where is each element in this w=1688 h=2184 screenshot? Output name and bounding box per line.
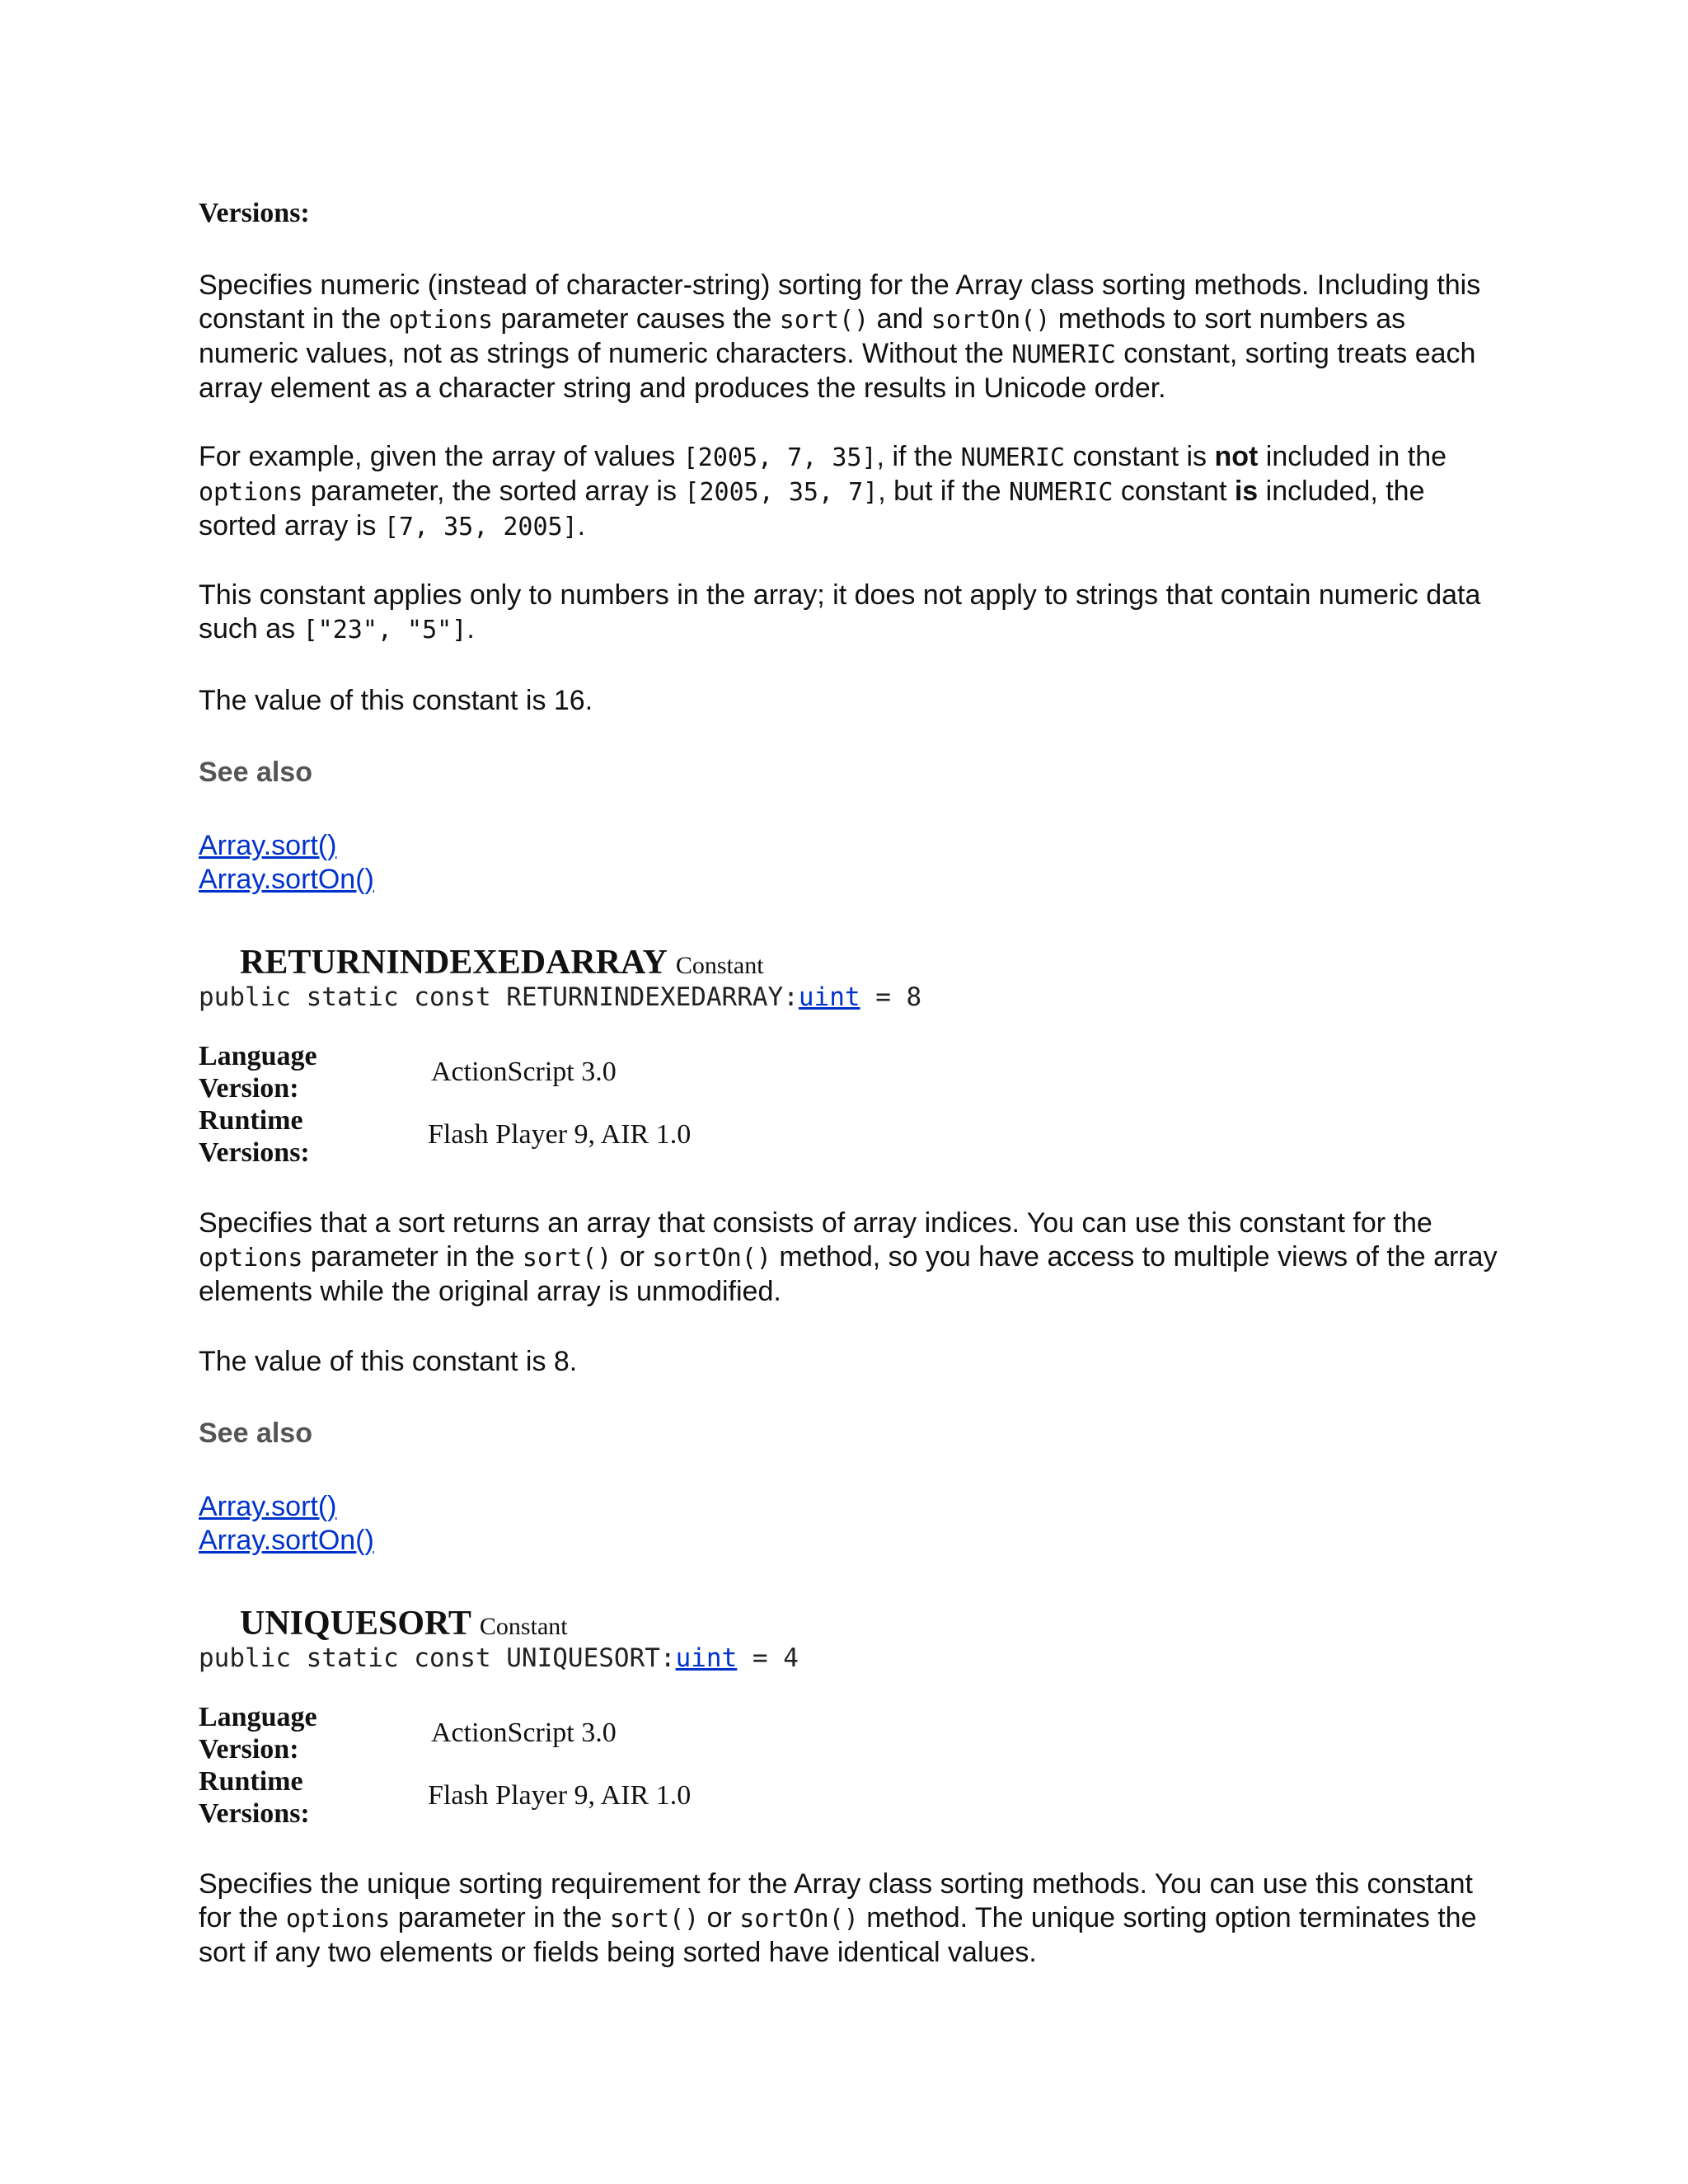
runtime-versions-label: Runtime Versions: [199, 1766, 310, 1829]
link-array-sort[interactable]: Array.sort() [199, 830, 337, 861]
numeric-note: This constant applies only to numbers in the array; it does not apply to strings that contain numeric data such as ["23", "5"]. [199, 579, 1481, 644]
constant-heading [240, 943, 1542, 982]
constant-signature: public static const RETURNINDEXEDARRAY:uint = 8 [199, 982, 922, 1012]
see-also-heading: See also [199, 757, 312, 788]
language-version-value: ActionScript 3.0 [431, 1057, 617, 1087]
constant-kind: Constant [479, 1613, 568, 1640]
numeric-example: For example, given the array of values [2005, 7, 35], if the NUMERIC constant is not included in the options parameter, the sorted array is [2005, 35, 7], but if the NUMERIC constant is included, the sorted array is [7, 35, 2005]. [199, 441, 1447, 541]
runtime-versions-value: Flash Player 9, AIR 1.0 [428, 1119, 692, 1150]
constant-kind: Constant [675, 952, 764, 979]
link-array-sorton[interactable]: Array.sortOn() [199, 1525, 374, 1556]
returnindexedarray-value: The value of this constant is 8. [199, 1346, 578, 1377]
language-version-label: Language Version: [199, 1702, 317, 1765]
link-array-sort[interactable]: Array.sort() [199, 1491, 337, 1522]
runtime-versions-value: Flash Player 9, AIR 1.0 [428, 1780, 692, 1811]
numeric-value: The value of this constant is 16. [199, 685, 593, 716]
returnindexedarray-description: Specifies that a sort returns an array that consists of array indices. You can use this constant for the options parameter in the sort() or sortOn() method, so you have access to multiple views of the array elements while the original array is unmodified. [199, 1207, 1498, 1307]
versions-label: Versions: [199, 198, 310, 228]
uniquesort-description: Specifies the unique sorting requirement for the Array class sorting methods. You can use this constant for the options parameter in the sort() or sortOn() method. The unique sorting option terminates the sort if any two elements or fields being sorted have identical values. [199, 1868, 1477, 1968]
see-also-links [199, 829, 1501, 897]
constant-name: UNIQUESORT [240, 1605, 471, 1643]
uint-type-link[interactable]: uint [675, 1643, 738, 1673]
link-array-sorton[interactable]: Array.sortOn() [199, 864, 374, 895]
see-also-links [199, 1490, 1501, 1558]
constant-signature: public static const UNIQUESORT:uint = 4 [199, 1643, 799, 1673]
language-version-label: Language Version: [199, 1041, 317, 1104]
see-also-heading: See also [199, 1418, 312, 1449]
uint-type-link[interactable]: uint [798, 982, 860, 1012]
constant-heading [240, 1604, 1542, 1643]
version-table [199, 1701, 1501, 1833]
language-version-value: ActionScript 3.0 [431, 1718, 617, 1748]
numeric-description: Specifies numeric (instead of character-string) sorting for the Array class sorting methods. Including this constant in the options parameter causes the sort() and sortOn() methods to sort numbers as numeric values, not as strings of numeric characters. Without the NUMERIC constant, sorting treats each array element as a character string and produces the results in Unicode order. [199, 269, 1481, 404]
version-table [199, 1040, 1501, 1172]
runtime-versions-label: Runtime Versions: [199, 1105, 310, 1168]
constant-name: RETURNINDEXEDARRAY [240, 944, 668, 982]
